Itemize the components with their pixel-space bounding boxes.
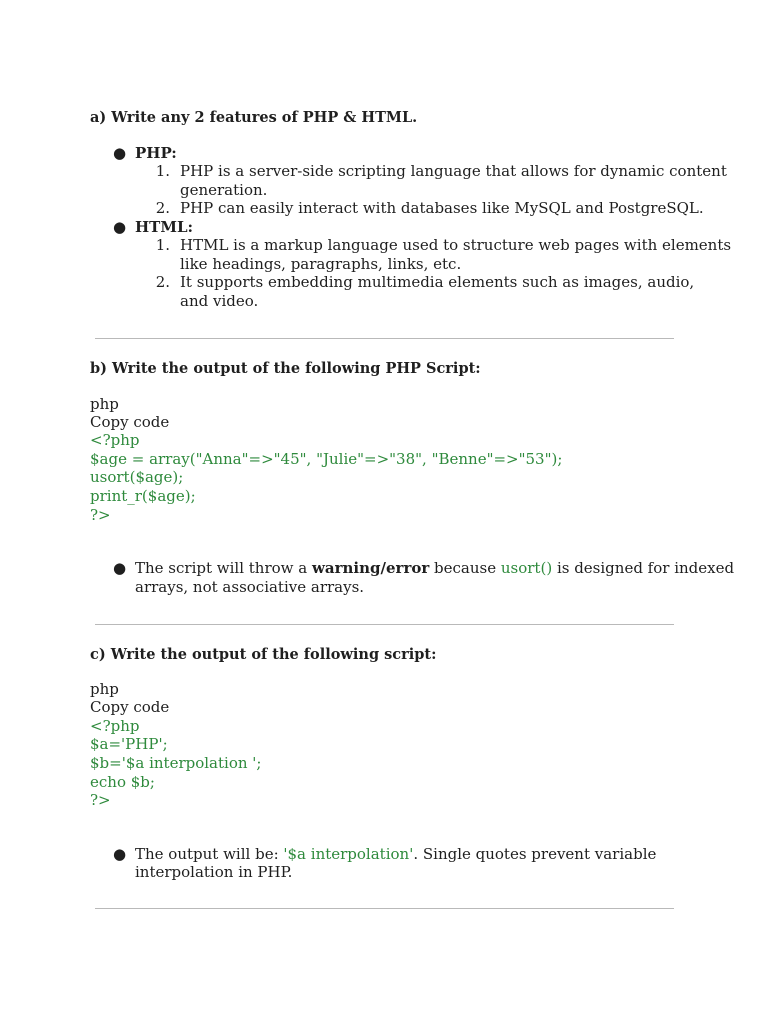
- section-b-heading: b) Write the output of the following PHP Script:: [90, 360, 481, 377]
- code-line: <?php: [90, 431, 140, 449]
- code-line: $a='PHP';: [90, 735, 168, 753]
- section-divider: [95, 624, 674, 625]
- copy-code-button[interactable]: Copy code: [90, 698, 170, 716]
- answer-text: is designed for indexed: [552, 559, 735, 577]
- section-c-heading: c) Write the output of the following script:: [90, 646, 437, 663]
- section-b-answer-line-1: [135, 559, 734, 578]
- list-number: 1.: [155, 236, 170, 254]
- list-number: 2.: [155, 273, 170, 291]
- section-c-answer-line-1: [135, 845, 656, 864]
- bullet-icon: ●: [113, 218, 127, 236]
- section-c-answer-line-2: interpolation in PHP.: [135, 863, 293, 881]
- code-line: ?>: [90, 506, 111, 524]
- bullet-icon: ●: [113, 559, 127, 577]
- html-feature-2-line-1: It supports embedding multimedia elements such as images, audio,: [180, 273, 695, 291]
- answer-text: because: [429, 559, 501, 577]
- section-divider: [95, 908, 674, 909]
- php-label: PHP:: [135, 144, 177, 162]
- html-feature-1-line-1: HTML is a markup language used to structure web pages with elements: [180, 236, 732, 254]
- html-feature-2-line-2: and video.: [180, 292, 259, 310]
- copy-code-button[interactable]: Copy code: [90, 413, 170, 431]
- code-line: usort($age);: [90, 468, 184, 486]
- answer-text: . Single quotes prevent variable: [413, 845, 657, 863]
- code-line: $b='$a interpolation ';: [90, 754, 262, 772]
- php-feature-1-line-1: PHP is a server-side scripting language that allows for dynamic content: [180, 162, 727, 180]
- answer-text: The script will throw a: [135, 559, 312, 577]
- code-line: <?php: [90, 717, 140, 735]
- code-language-label: php: [90, 395, 119, 413]
- section-divider: [95, 338, 674, 339]
- code-line: echo $b;: [90, 773, 155, 791]
- inline-code: '$a interpolation': [283, 845, 414, 863]
- inline-code: usort(): [500, 559, 553, 577]
- section-b-answer-line-2: arrays, not associative arrays.: [135, 578, 365, 596]
- code-line: ?>: [90, 791, 111, 809]
- html-label: HTML:: [135, 218, 194, 236]
- section-a-heading: a) Write any 2 features of PHP & HTML.: [90, 109, 418, 126]
- php-feature-1-line-2: generation.: [180, 181, 268, 199]
- code-language-label: php: [90, 680, 119, 698]
- code-line: print_r($age);: [90, 487, 196, 505]
- answer-bold-text: warning/error: [311, 559, 430, 577]
- list-number: 2.: [155, 199, 170, 217]
- bullet-icon: ●: [113, 144, 127, 162]
- php-feature-2: PHP can easily interact with databases like MySQL and PostgreSQL.: [180, 199, 704, 217]
- answer-text: The output will be:: [135, 845, 284, 863]
- list-number: 1.: [155, 162, 170, 180]
- code-line: $age = array("Anna"=>"45", "Julie"=>"38", "Benne"=>"53");: [90, 450, 563, 468]
- html-feature-1-line-2: like headings, paragraphs, links, etc.: [180, 255, 462, 273]
- bullet-icon: ●: [113, 845, 127, 863]
